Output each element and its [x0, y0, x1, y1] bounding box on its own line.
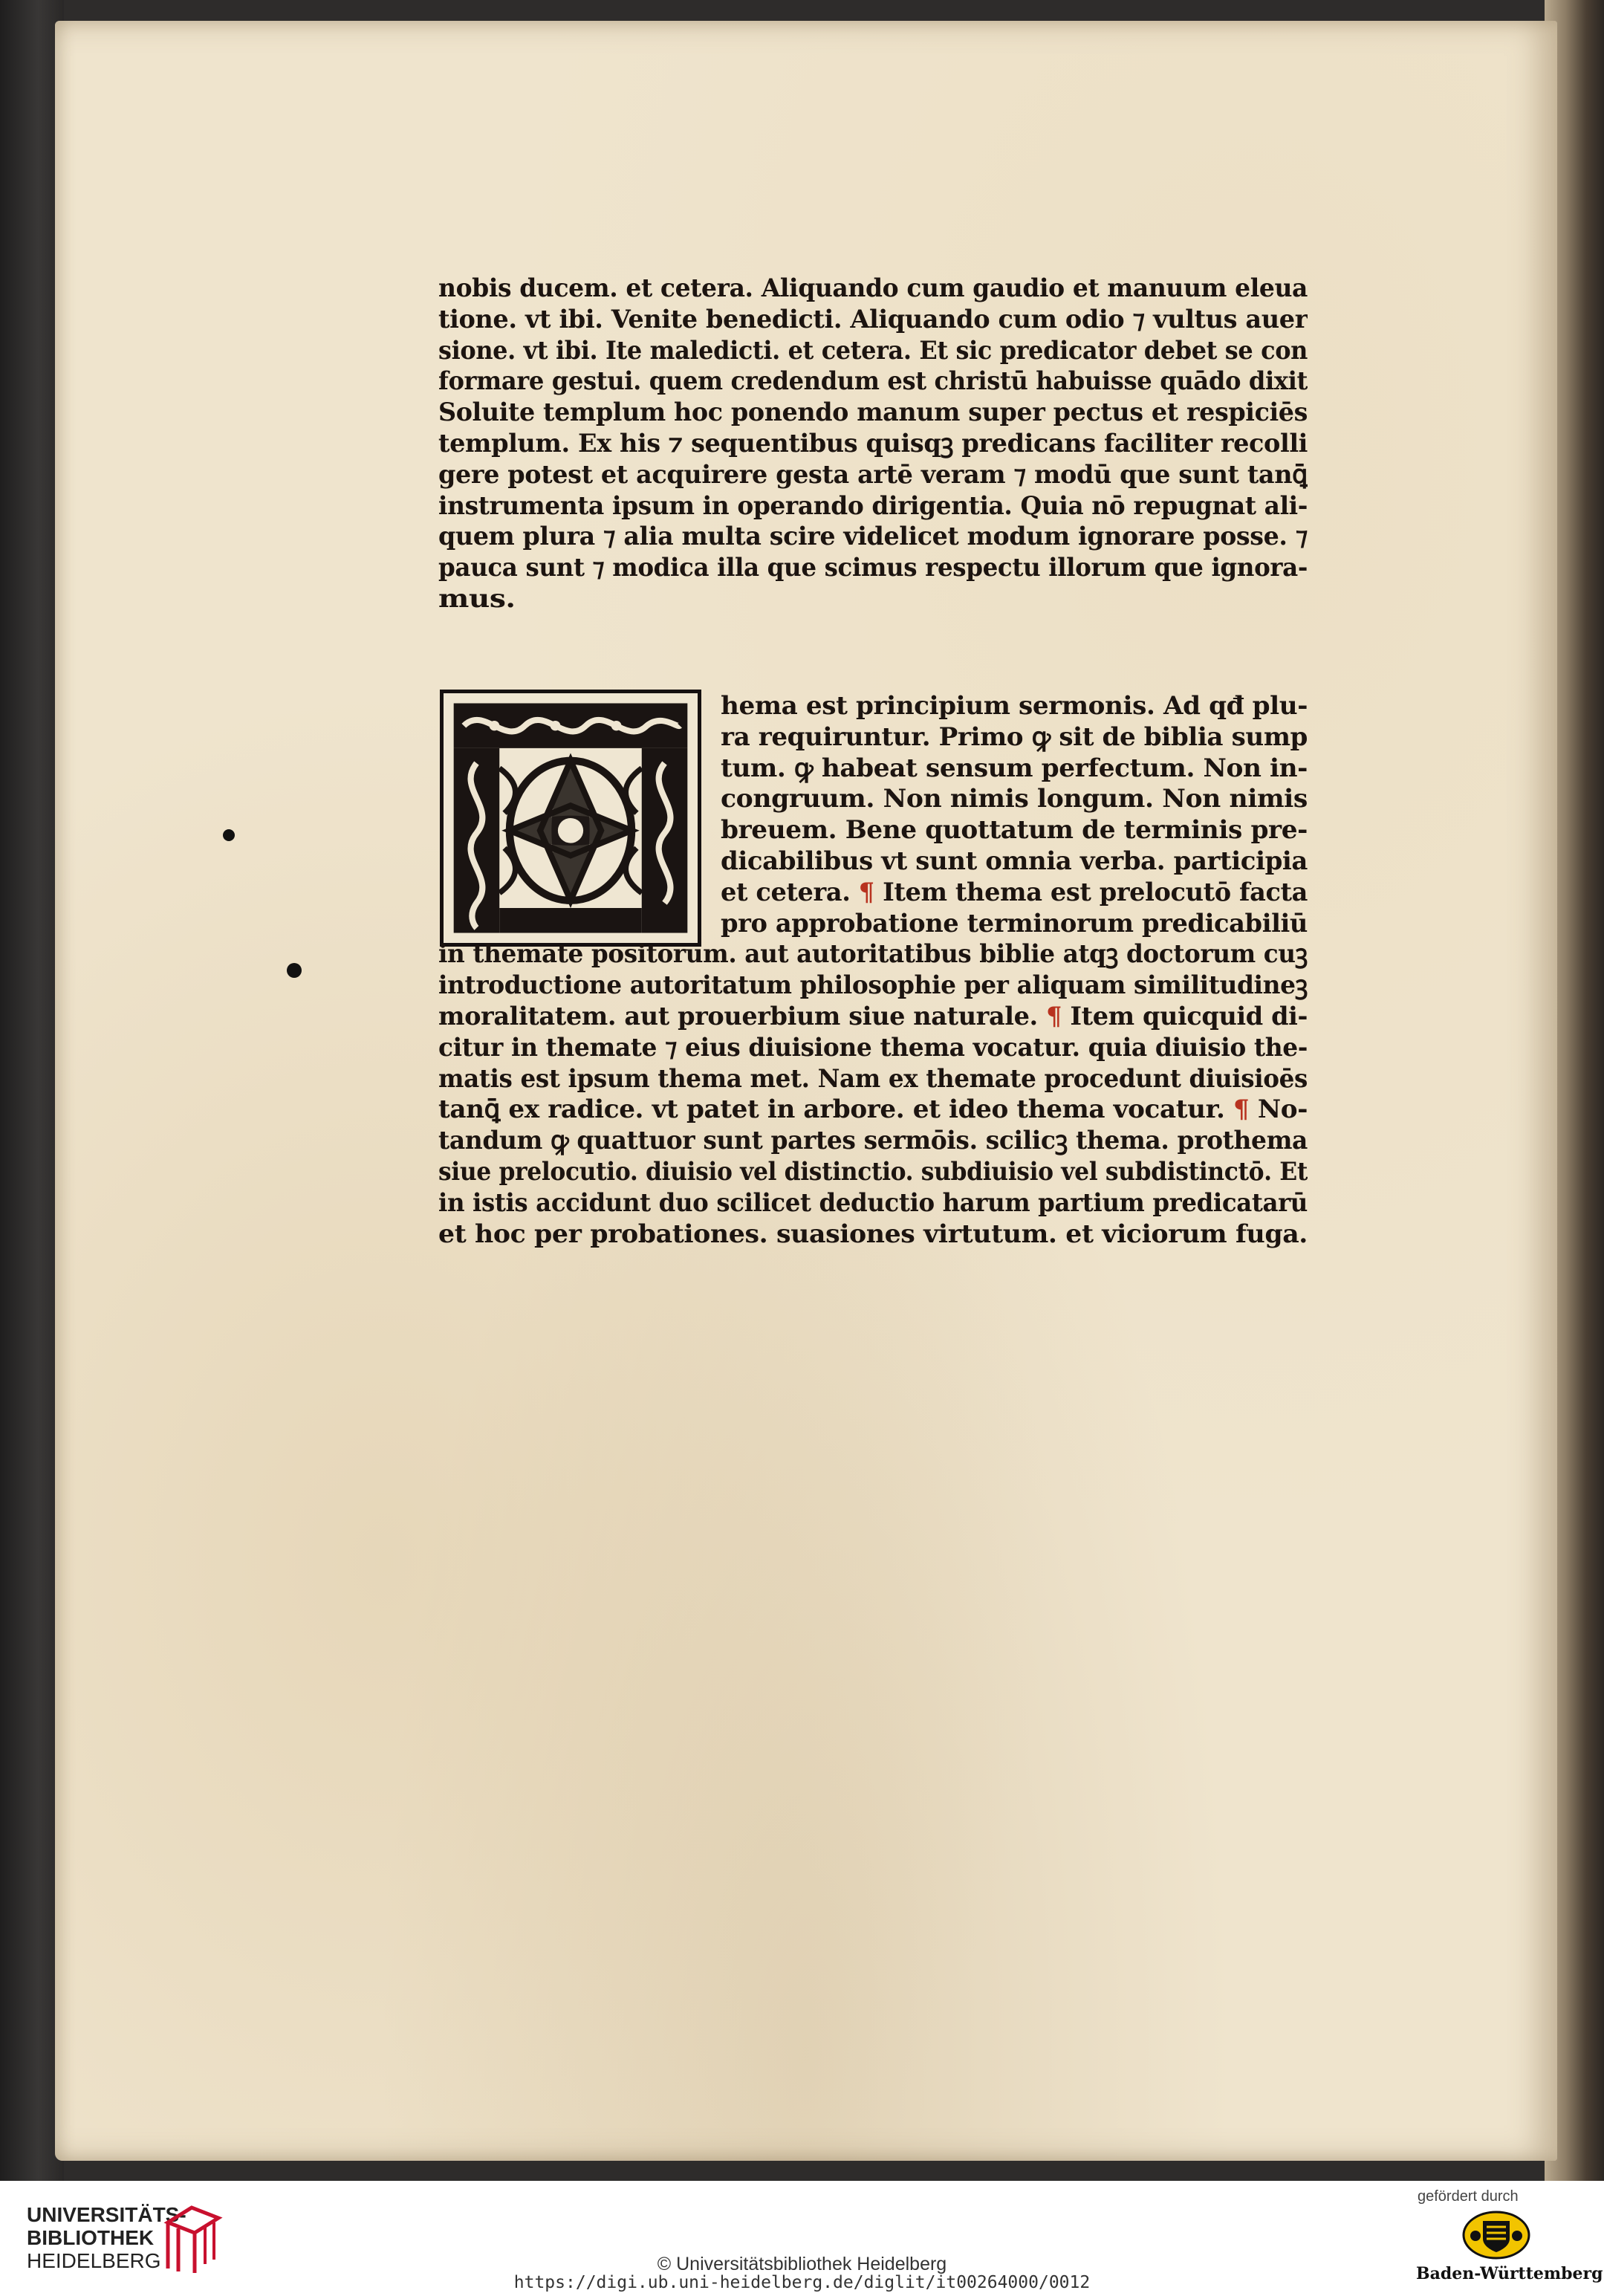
text-line: breuem. Bene quottatum de terminis pre- — [721, 815, 1308, 846]
copyright-notice: © Universitätsbibliothek Heidelberg — [657, 2254, 947, 2274]
baden-wuerttemberg-seal-icon[interactable] — [1462, 2211, 1530, 2260]
margin-dot — [287, 963, 302, 978]
text-line: siue prelocutio. diuisio vel distinctio. subdiuisio vel subdistinctō. Et — [438, 1156, 1308, 1187]
text-line: formare gestui. quem credendum est christū habuisse quādo dixit — [438, 366, 1308, 397]
text-line: pauca sunt ⁊ modica illa que scimus respectu illorum que ignora- — [438, 553, 1308, 583]
text-line: in themate positorum. aut autoritatibus biblie atqꝫ doctorum cuꝫ — [438, 939, 1308, 970]
margin-dot — [223, 829, 235, 841]
text-line: in istis accidunt duo scilicet deductio harum partium predicatarū — [438, 1187, 1308, 1218]
text-line: Soluite templum hoc ponendo manum super pectus et respiciēs — [438, 398, 1308, 428]
library-line-2: BIBLIOTHEK — [27, 2226, 155, 2249]
text-line: tanꝗ̄ ex radice. vt patet in arbore. et ideo thema vocatur. ¶ No- — [438, 1095, 1308, 1125]
text-line: tione. vt ibi. Venite benedicti. Aliquando cum odio ⁊ vultus auer — [438, 304, 1308, 334]
text-line: ra requiruntur. Primo ꝙ sit de biblia sump — [721, 721, 1308, 752]
funder-name: Baden-Württemberg — [1416, 2264, 1603, 2283]
text-line: introductione autoritatum philosophie per aliquam similitudineꝫ — [438, 970, 1308, 1001]
text-line: pro approbatione terminorum predicabiliū — [721, 908, 1308, 938]
text-line: instrumenta ipsum in operando dirigentia. Quia nō repugnat ali- — [438, 490, 1308, 521]
library-line-3: HEIDELBERG — [27, 2249, 161, 2272]
permalink-url[interactable]: https://digi.ub.uni-heidelberg.de/diglit/it00264000/0012 — [513, 2273, 1091, 2292]
text-line: et hoc per probationes. suasiones virtutum. et viciorum fuga. — [438, 1219, 1308, 1249]
funded-by-label: gefördert durch — [1418, 2188, 1519, 2205]
paragraph-top — [438, 273, 1308, 615]
text-line: templum. Ex his ⁊ sequentibus quisqꝫ predicans faciliter recolli — [438, 428, 1308, 458]
text-line: matis est ipsum thema met. Nam ex themate procedunt diuisioēs — [438, 1063, 1308, 1094]
text-line: nobis ducem. et cetera. Aliquando cum gaudio et manuum eleua — [438, 273, 1308, 303]
text-line: hema est principium sermonis. Ad qđ plu- — [721, 691, 1308, 721]
paragraph-thema — [438, 691, 1308, 1250]
text-line: mus. — [438, 583, 516, 614]
text-line: dicabilibus vt sunt omnia verba. participia — [721, 846, 1308, 876]
text-line: tum. ꝙ habeat sensum perfectum. Non in- — [721, 753, 1308, 783]
text-line: tandum ꝙ quattuor sunt partes sermōis. scilicꝫ thema. prothema — [438, 1126, 1308, 1156]
text-line: citur in themate ⁊ eius diuisione thema vocatur. quia diuisio the- — [438, 1032, 1308, 1063]
text-line: gere potest et acquirere gesta artē veram ⁊ modū que sunt tanꝗ̄ — [438, 459, 1308, 490]
text-line: quem plura ⁊ alia multa scire videlicet modum ignorare posse. ⁊ — [438, 522, 1308, 552]
text-line: congruum. Non nimis longum. Non nimis — [721, 784, 1308, 814]
text-line: et cetera. ¶ Item thema est prelocutō facta — [721, 877, 1308, 907]
footer-bar — [0, 2181, 1604, 2296]
text-line: moralitatem. aut prouerbium siue naturale. ¶ Item quicquid di- — [438, 1001, 1308, 1031]
library-line-1: UNIVERSITÄTS- — [27, 2203, 186, 2226]
text-line: sione. vt ibi. Ite maledicti. et cetera. Et sic predicator debet se con — [438, 335, 1308, 366]
